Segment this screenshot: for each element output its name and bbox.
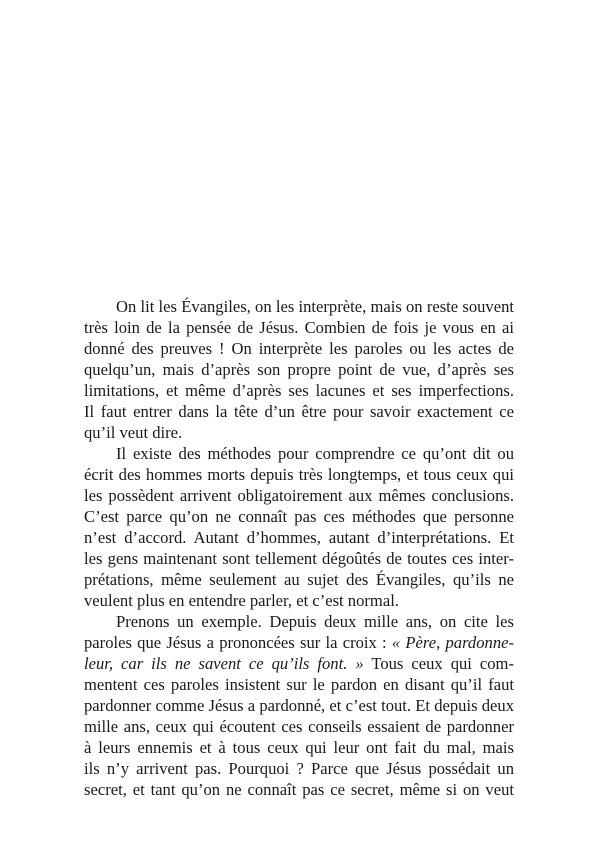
text-fragment: paroles que Jésus a prononcées sur la croix : [84, 633, 392, 652]
text-line: quelqu’un, mais d’après son propre point de vue, d’après ses [84, 360, 514, 379]
text-line: mentent ces paroles insistent sur le pardon en disant qu’il faut [84, 675, 514, 694]
text-line: limitations, et même d’après ses lacunes et ses imperfections. [84, 381, 514, 400]
text-line: Il existe des méthodes pour comprendre ce qu’ont dit ou [116, 444, 514, 463]
paragraph-3 [84, 611, 514, 800]
text-line: ils n’y arrivent pas. Pourquoi ? Parce que Jésus possédait un [84, 759, 514, 778]
text-line: Il faut entrer dans la tête d’un être pour savoir exactement ce [84, 402, 514, 421]
text-line: écrit des hommes morts depuis très longtemps, et tous ceux qui [84, 465, 514, 484]
text-line: donné des preuves ! On interprète les paroles ou les actes de [84, 339, 514, 358]
text-line: très loin de la pensée de Jésus. Combien de fois je vous en ai [84, 318, 514, 337]
text-fragment: Tous ceux qui com- [363, 654, 514, 673]
text-line [84, 632, 514, 653]
paragraph-2 [84, 443, 514, 611]
text-line: On lit les Évangiles, on les interprète, mais on reste souvent [116, 297, 514, 316]
body-text [84, 296, 514, 800]
text-line: C’est parce qu’on ne connaît pas ces méthodes que personne [84, 507, 514, 526]
text-line: secret, et tant qu’on ne connaît pas ce secret, même si on veut [84, 780, 514, 799]
text-line: qu’il veut dire. [84, 423, 183, 442]
text-line: pardonner comme Jésus a pardonné, et c’est tout. Et depuis deux [84, 696, 514, 715]
quotation-text: « Père, pardonne- [391, 633, 515, 652]
text-line: veulent plus en entendre parler, et c’est normal. [84, 591, 399, 610]
text-line: à leurs ennemis et à tous ceux qui leur ont fait du mal, mais [84, 738, 514, 757]
text-line: mille ans, ceux qui écoutent ces conseils essaient de pardonner [84, 717, 514, 736]
text-line [84, 653, 514, 674]
text-line: n’est d’accord. Autant d’hommes, autant d’interprétations. Et [84, 528, 514, 547]
text-line: les gens maintenant sont tellement dégoûtés de toutes ces inter- [84, 549, 514, 568]
text-line: Prenons un exemple. Depuis deux mille ans, on cite les [116, 612, 514, 631]
quotation-text: leur, car ils ne savent ce qu’ils font. » [84, 654, 364, 673]
text-line: prétations, même seulement au sujet des Évangiles, qu’ils ne [84, 570, 514, 589]
text-line: les possèdent arrivent obligatoirement aux mêmes conclusions. [84, 486, 514, 505]
paragraph-1 [84, 296, 514, 443]
